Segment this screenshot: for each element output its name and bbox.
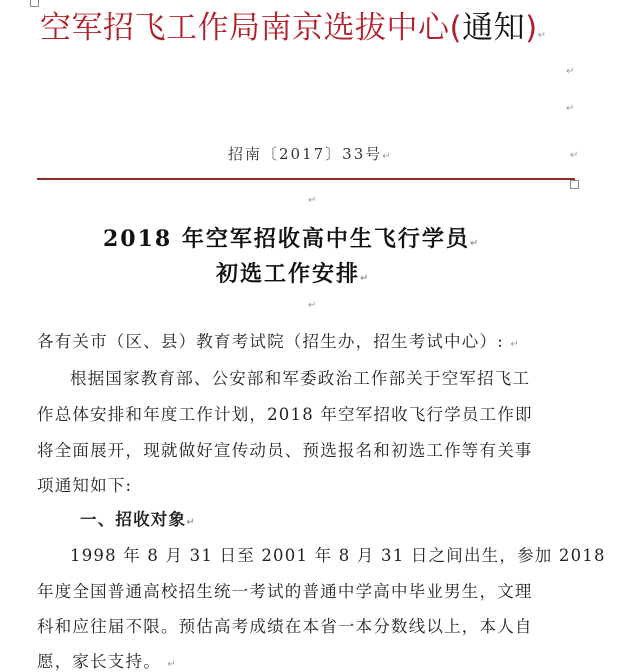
paragraph-mark-icon: ↵: [566, 103, 575, 114]
paragraph-mark-icon: ↵: [570, 150, 579, 161]
paragraph-mark-icon: ↵: [469, 238, 481, 249]
intro-line-2: 作总体安排和年度工作计划，2018 年空军招收飞行学员工作即: [37, 405, 533, 424]
paragraph-mark-icon: ↵: [360, 273, 371, 284]
document-number-text: 招南〔2017〕33号: [228, 145, 383, 163]
paragraph-mark-icon: ↵: [308, 195, 317, 206]
section-heading: [80, 506, 280, 530]
intro-line-1: 根据国家教育部、公安部和军委政治工作部关于空军招飞工: [70, 369, 531, 388]
paragraph-mark-icon: ↵: [537, 30, 547, 41]
intro-line-3: 将全面展开，现就做好宣传动员、预选报名和初选工作等有关事: [37, 441, 533, 460]
title-text: 2018 年空军招收高中生飞行学员: [103, 226, 470, 252]
paragraph-mark-icon: ↵: [510, 339, 521, 350]
banner-org-name: 空军招飞工作局南京选拔中心(: [40, 10, 463, 46]
section-heading-text: 一、招收对象: [80, 510, 187, 529]
title-text: 初选工作安排: [216, 261, 361, 287]
corner-crop-mark-icon: [30, 0, 39, 7]
intro-line-4: 项通知如下:: [37, 476, 133, 495]
document-number: [228, 143, 393, 164]
red-header-divider: [37, 178, 575, 180]
corner-crop-mark-icon: [570, 180, 579, 189]
section-body-line-4: [37, 648, 574, 672]
paragraph-mark-icon: ↵: [167, 659, 177, 670]
paragraph-mark-icon: ↵: [566, 66, 575, 77]
salutation-text: 各有关市（区、县）教育考试院（招生办，招生考试中心）:: [37, 332, 504, 351]
section-body-line-3: 科和应往届不限。预估高考成绩在本省一本分数线以上，本人自: [37, 617, 533, 636]
section-body-line-2: 年度全国普通高校招生统一考试的普通中学高中毕业男生，文理: [37, 582, 533, 601]
salutation: [37, 328, 574, 352]
document-title-line-2: [216, 257, 370, 288]
paragraph-mark-icon: ↵: [308, 300, 317, 311]
banner-notice-label: 通知: [462, 10, 526, 46]
section-body-line-1: 1998 年 8 月 31 日至 2001 年 8 月 31 日之间出生，参加 2018: [70, 546, 606, 565]
paragraph-mark-icon: ↵: [382, 151, 393, 162]
document-title-line-1: [103, 222, 480, 253]
section-body-text: 愿，家长支持。: [37, 652, 161, 671]
banner-close-paren: ): [525, 10, 538, 46]
paragraph-mark-icon: ↵: [186, 517, 196, 528]
header-banner: [40, 6, 547, 58]
